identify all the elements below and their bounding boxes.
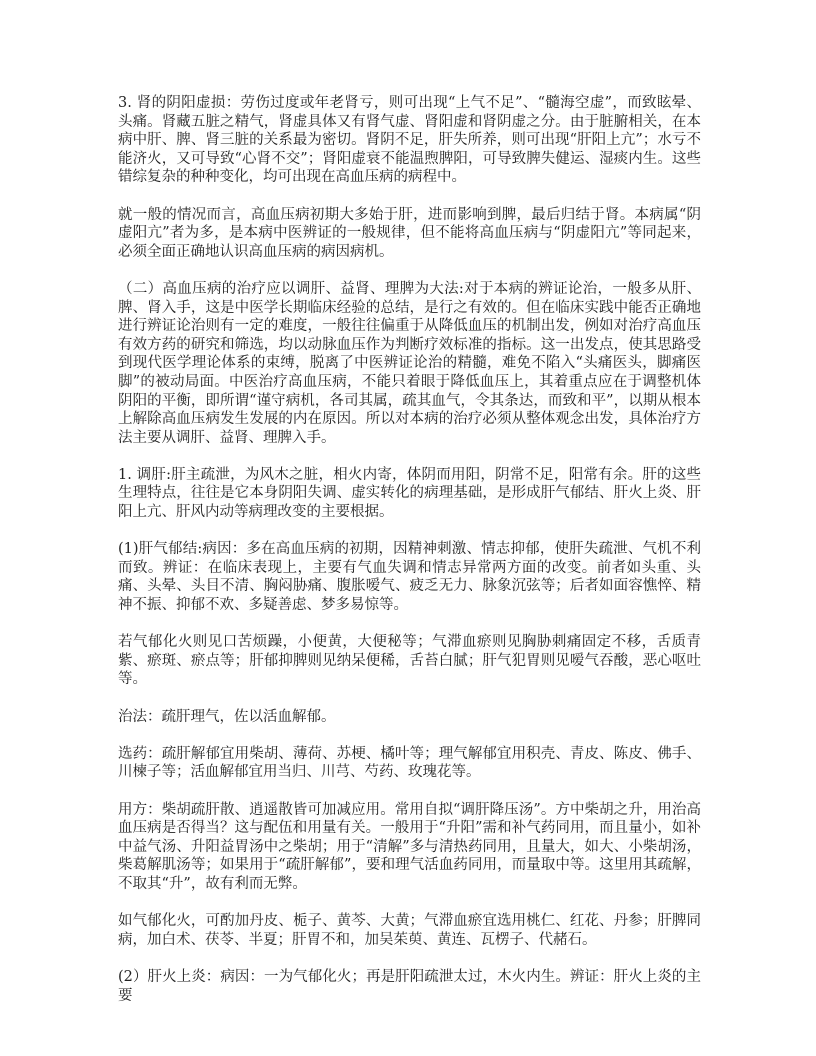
- paragraph-treatment-principle: （二）高血压病的治疗应以调肝、益肾、理脾为大法:对于本病的辨证论治，一般多从肝、脾、肾入手，这是中医学长期临床经验的总结，是行之有效的。但在临床实践中能否正确地进行辨证论治则有一定的难度，一般往往偏重于从降低血压的机制出发，例如对治疗高血压有效方药的研究和筛选，均以动脉血压作为判断疗效标准的指标。这一出发点，使其思路受到现代医学理论体系的束缚，脱离了中医辨证论治的精髓，难免不陷入“头痛医头，脚痛医脚”的被动局面。中医治疗高血压病，不能只着眼于降低血压上，其着重点应在于调整机体阴阳的平衡，即所谓“谨守病机，各司其属，疏其血气，令其条达，而致和平”，以期从根本上解除高血压病发生发展的内在原因。所以对本病的治疗必须从整体观念出发，具体治疗方法主要从调肝、益肾、理脾入手。: [118, 280, 701, 446]
- paragraph-modifications: 如气郁化火，可酌加丹皮、栀子、黄芩、大黄；气滞血瘀宜选用桃仁、红花、丹参；肝脾同病，加白术、茯苓、半夏；肝胃不和，加吴茱萸、黄连、瓦楞子、代赭石。: [118, 913, 701, 948]
- paragraph-general-pattern: 就一般的情况而言，高血压病初期大多始于肝，进而影响到脾，最后归结于肾。本病属“阴虚阳亢”者为多，是本病中医辨证的一般规律，但不能将高血压病与“阴虚阳亢”等同起来，必须全面正确地认识高血压病的病因病机。: [118, 206, 701, 260]
- paragraph-regulate-liver: 1. 调肝:肝主疏泄，为风木之脏，相火内寄，体阴而用阳，阴常不足，阳常有余。肝的这些生理特点，往往是它本身阴阳失调、虚实转化的病理基础，是形成肝气郁结、肝火上炎、肝阳上亢、肝风内动等病理改变的主要根据。: [118, 466, 701, 521]
- paragraph-prescription: 用方：柴胡疏肝散、逍遥散皆可加减应用。常用自拟“调肝降压汤”。方中柴胡之升，用治高血压病是否得当？这与配伍和用量有关。一般用于“升阳”需和补气药同用，而且量小，如补中益气汤、升阳益胃汤中之柴胡；用于“清解”多与清热药同用，且量大，如大、小柴胡汤，柴葛解肌汤等；如果用于“疏肝解郁”，要和理气活血药同用，而量取中等。这里用其疏解，不取其“升”，故有利而无弊。: [118, 801, 701, 892]
- document-page: [118, 94, 701, 1024]
- paragraph-liver-fire: (2）肝火上炎：病因：一为气郁化火；再是肝阳疏泄太过，木火内生。辨证：肝火上炎的主要: [118, 968, 701, 1004]
- paragraph-symptom-variants: 若气郁化火则见口苦烦躁，小便黄，大便秘等；气滞血瘀则见胸胁刺痛固定不移，舌质青紫、瘀斑、瘀点等；肝郁抑脾则见纳呆便稀，舌苔白腻；肝气犯胃则见嗳气吞酸，恶心呕吐等。: [118, 634, 701, 688]
- paragraph-drug-selection: 选药：疏肝解郁宜用柴胡、薄荷、苏梗、橘叶等；理气解郁宜用积壳、青皮、陈皮、佛手、川楝子等；活血解郁宜用当归、川芎、芍药、玫瑰花等。: [118, 745, 701, 781]
- paragraph-treatment-method: 治法：疏肝理气，佐以活血解郁。: [118, 708, 336, 725]
- paragraph-kidney-yin-yang: 3. 肾的阴阳虚损：劳伤过度或年老肾亏，则可出现“上气不足”、“髓海空虚”，而致眩晕、头痛。肾藏五脏之精气，肾虚具体又有肾气虚、肾阳虚和肾阴虚之分。由于脏腑相关，在本病中肝、脾、肾三脏的关系最为密切。肾阴不足，肝失所养，则可出现“肝阳上亢”；水亏不能济火，又可导致“心肾不交”；肾阳虚衰不能温煦脾阳，可导致脾失健运、湿痰内生。这些错综复杂的种种变化，均可出现在高血压病的病程中。: [118, 95, 701, 186]
- paragraph-liver-qi-stagnation: (1)肝气郁结:病因：多在高血压病的初期，因精神刺激、情志抑郁，使肝失疏泄、气机不利而致。辨证：在临床表现上，主要有气血失调和情志异常两方面的改变。前者如头重、头痛、头晕、头目不清、胸闷胁痛、腹胀嗳气、疲乏无力、脉象沉弦等；后者如面容憔悴、精神不振、抑郁不欢、多疑善虑、梦多易惊等。: [118, 541, 701, 614]
